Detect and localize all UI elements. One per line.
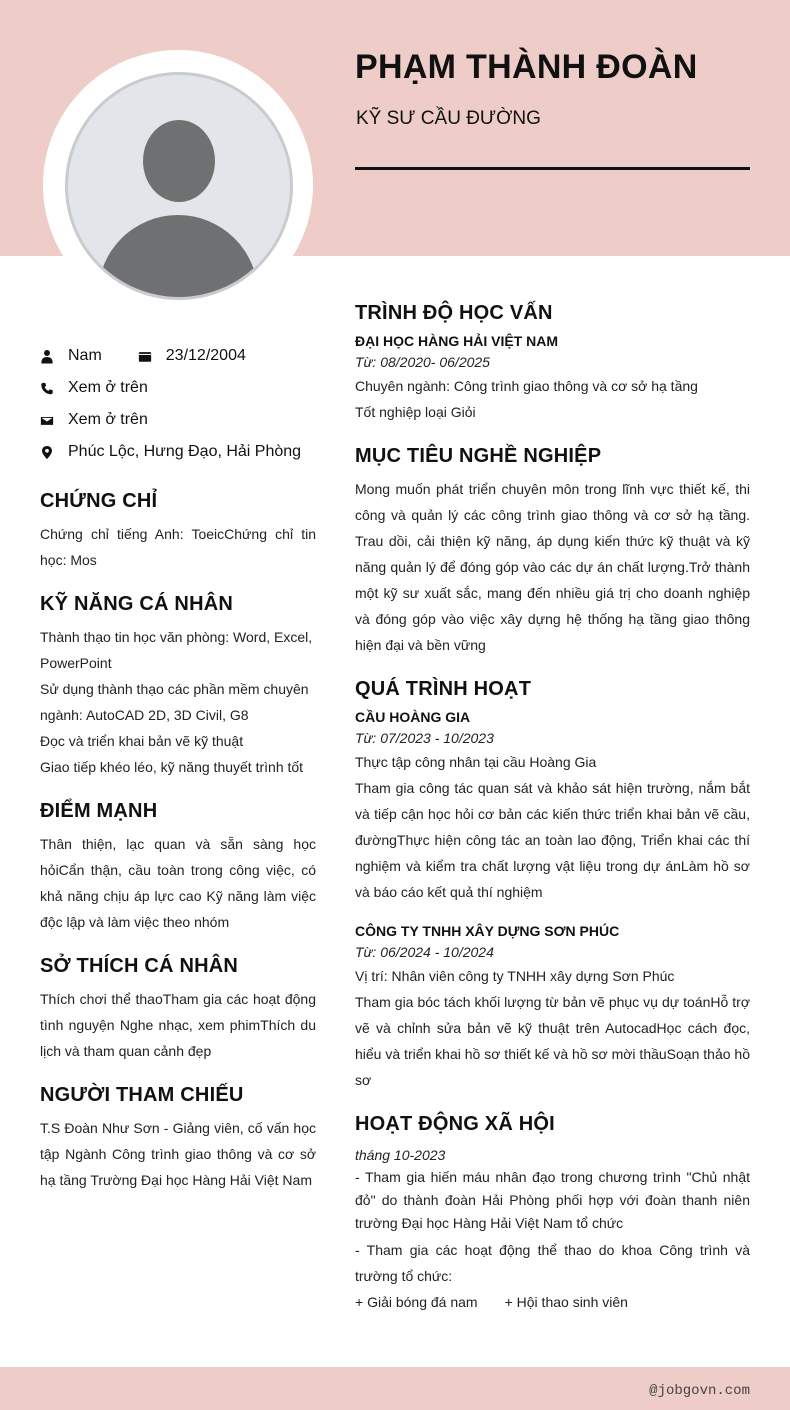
education-major: Chuyên ngành: Công trình giao thông và cơ sở hạ tầng: [355, 378, 698, 394]
job-entry: [355, 709, 750, 905]
phone-icon: [40, 380, 54, 396]
section-references: [40, 1084, 316, 1193]
avatar: [43, 50, 313, 320]
section-social-activities: [355, 1113, 750, 1315]
company-name: CẦU HOÀNG GIA: [355, 709, 471, 725]
section-title: MỤC TIÊU NGHỀ NGHIỆP: [355, 445, 602, 467]
section-title: SỞ THÍCH CÁ NHÂN: [40, 955, 239, 977]
skill-item: Giao tiếp khéo léo, kỹ năng thuyết trình tốt: [40, 759, 304, 775]
footer-brand: @jobgovn.com: [649, 1383, 750, 1399]
job-entry: [355, 923, 750, 1093]
info-row-phone: [40, 372, 316, 404]
avatar-head: [143, 120, 215, 202]
school-name: ĐẠI HỌC HÀNG HẢI VIỆT NAM: [355, 333, 558, 349]
section-hobbies: [40, 955, 316, 1064]
envelope-icon: [40, 412, 54, 428]
title-divider: [355, 167, 750, 170]
sport-item: + Hội thao sinh viên: [504, 1294, 628, 1310]
skill-item: Thành thạo tin học văn phòng: Word, Excel, PowerPoint: [40, 629, 313, 671]
section-education: [355, 302, 750, 425]
right-column: [355, 302, 750, 1315]
section-title: KỸ NĂNG CÁ NHÂN: [40, 593, 233, 615]
job-period: Từ: 06/2024 - 10/2024: [355, 944, 494, 960]
section-title: NGƯỜI THAM CHIẾU: [40, 1084, 244, 1106]
avatar-body: [98, 215, 258, 300]
certificates-text: Chứng chỉ tiếng Anh: ToeicChứng chỉ tin học: Mos: [40, 526, 316, 568]
job-description: Tham gia công tác quan sát và khảo sát hiện trường, nắm bắt và tiếp cận học hỏi cơ bản các kiến thức triển khai bản vẽ cầu, đườngThực hiện công tác an toàn lao động, Triển khai các thí nghiệm và kiểm tra chất lượng vật liệu trong dự ánLàm hồ sơ và báo cáo kết quả thí nghiệm: [355, 780, 750, 900]
activity-date: tháng 10-2023: [355, 1147, 446, 1163]
section-title: CHỨNG CHỈ: [40, 490, 158, 512]
info-row-gender-birthdate: [40, 340, 316, 372]
map-pin-icon: [40, 444, 54, 460]
activity-item: - Tham gia hiến máu nhân đạo trong chương trình "Chủ nhật đỏ" do thành đoàn Hải Phòng phối hợp với đoàn thanh niên trường Đại học Hàng Hải Việt Nam tổ chức: [355, 1169, 750, 1231]
job-role: Thực tập công nhân tại cầu Hoàng Gia: [355, 754, 597, 770]
info-row-address: [40, 436, 316, 468]
skill-item: Đọc và triển khai bản vẽ kỹ thuật: [40, 733, 244, 749]
job-title: KỸ SƯ CẦU ĐƯỜNG: [356, 108, 541, 129]
objective-text: Mong muốn phát triển chuyên môn trong lĩnh vực thiết kế, thi công và quản lý các công trình giao thông và cơ sở hạ tầng. Trau dồi, cải thiện kỹ năng, áp dụng kiến thức kỹ thuật và kỹ năng quản lý để đóng góp vào các dự án chất lượng.Trở thành một kỹ sư xuất sắc, mang đến nhiều giá trị cho doanh nghiệp và đóng góp vào việc xây dựng hệ thống hạ tầng giao thông hiện đại và bền vững: [355, 481, 750, 653]
section-strengths: [40, 800, 316, 935]
person-icon: [40, 348, 54, 364]
left-column: [40, 340, 316, 1193]
address-value: Phúc Lộc, Hưng Đạo, Hải Phòng: [68, 443, 302, 460]
user-avatar-placeholder-icon: [65, 72, 293, 300]
job-description: Tham gia bóc tách khối lượng từ bản vẽ phục vụ dự toánHỗ trợ vẽ và chỉnh sửa bản vẽ kỹ thuật trên AutocadHọc cách đọc, hiểu và triển khai hồ sơ thiết kế và hồ sơ mời thầuSoạn thảo hồ sơ: [355, 994, 750, 1088]
candidate-name: PHẠM THÀNH ĐOÀN: [355, 48, 698, 86]
section-title: TRÌNH ĐỘ HỌC VẤN: [355, 302, 553, 324]
calendar-icon: [138, 348, 152, 364]
activity-item: - Tham gia các hoạt động thể thao do khoa Công trình và trường tổ chức:: [355, 1242, 750, 1284]
company-name: CÔNG TY TNHH XÂY DỰNG SƠN PHÚC: [355, 923, 620, 939]
section-title: ĐIỂM MẠNH: [40, 800, 158, 822]
education-grade: Tốt nghiệp loại Giỏi: [355, 404, 476, 420]
strengths-text: Thân thiện, lạc quan và sẵn sàng học hỏiCẩn thận, cầu toàn trong công việc, có khả năng chịu áp lực cao Kỹ năng làm việc độc lập và làm việc theo nhóm: [40, 836, 316, 930]
skill-item: Sử dụng thành thạo các phần mềm chuyên ngành: AutoCAD 2D, 3D Civil, G8: [40, 681, 309, 723]
job-role: Vị trí: Nhân viên công ty TNHH xây dựng Sơn Phúc: [355, 968, 675, 984]
sport-item: + Giải bóng đá nam: [355, 1294, 478, 1310]
gender-value: Nam: [68, 347, 102, 364]
phone-value: Xem ở trên: [68, 379, 148, 396]
education-period: Từ: 08/2020- 06/2025: [355, 354, 490, 370]
section-title: QUÁ TRÌNH HOẠT: [355, 678, 532, 700]
sports-list: [355, 1289, 750, 1315]
section-skills: [40, 593, 316, 780]
references-text: T.S Đoàn Như Sơn - Giảng viên, cố vấn học tập Ngành Công trình giao thông và cơ sở hạ tầng Trường Đại học Hàng Hải Việt Nam: [40, 1120, 316, 1188]
section-certificates: [40, 490, 316, 573]
birthdate-value: 23/12/2004: [165, 347, 246, 364]
section-objective: [355, 445, 750, 658]
hobbies-text: Thích chơi thể thaoTham gia các hoạt động tình nguyện Nghe nhạc, xem phimThích du lịch và tham quan cảnh đẹp: [40, 991, 316, 1059]
section-experience: [355, 678, 750, 1093]
section-title: HOẠT ĐỘNG XÃ HỘI: [355, 1113, 555, 1135]
email-value: Xem ở trên: [68, 411, 148, 428]
job-period: Từ: 07/2023 - 10/2023: [355, 730, 494, 746]
info-row-email: [40, 404, 316, 436]
